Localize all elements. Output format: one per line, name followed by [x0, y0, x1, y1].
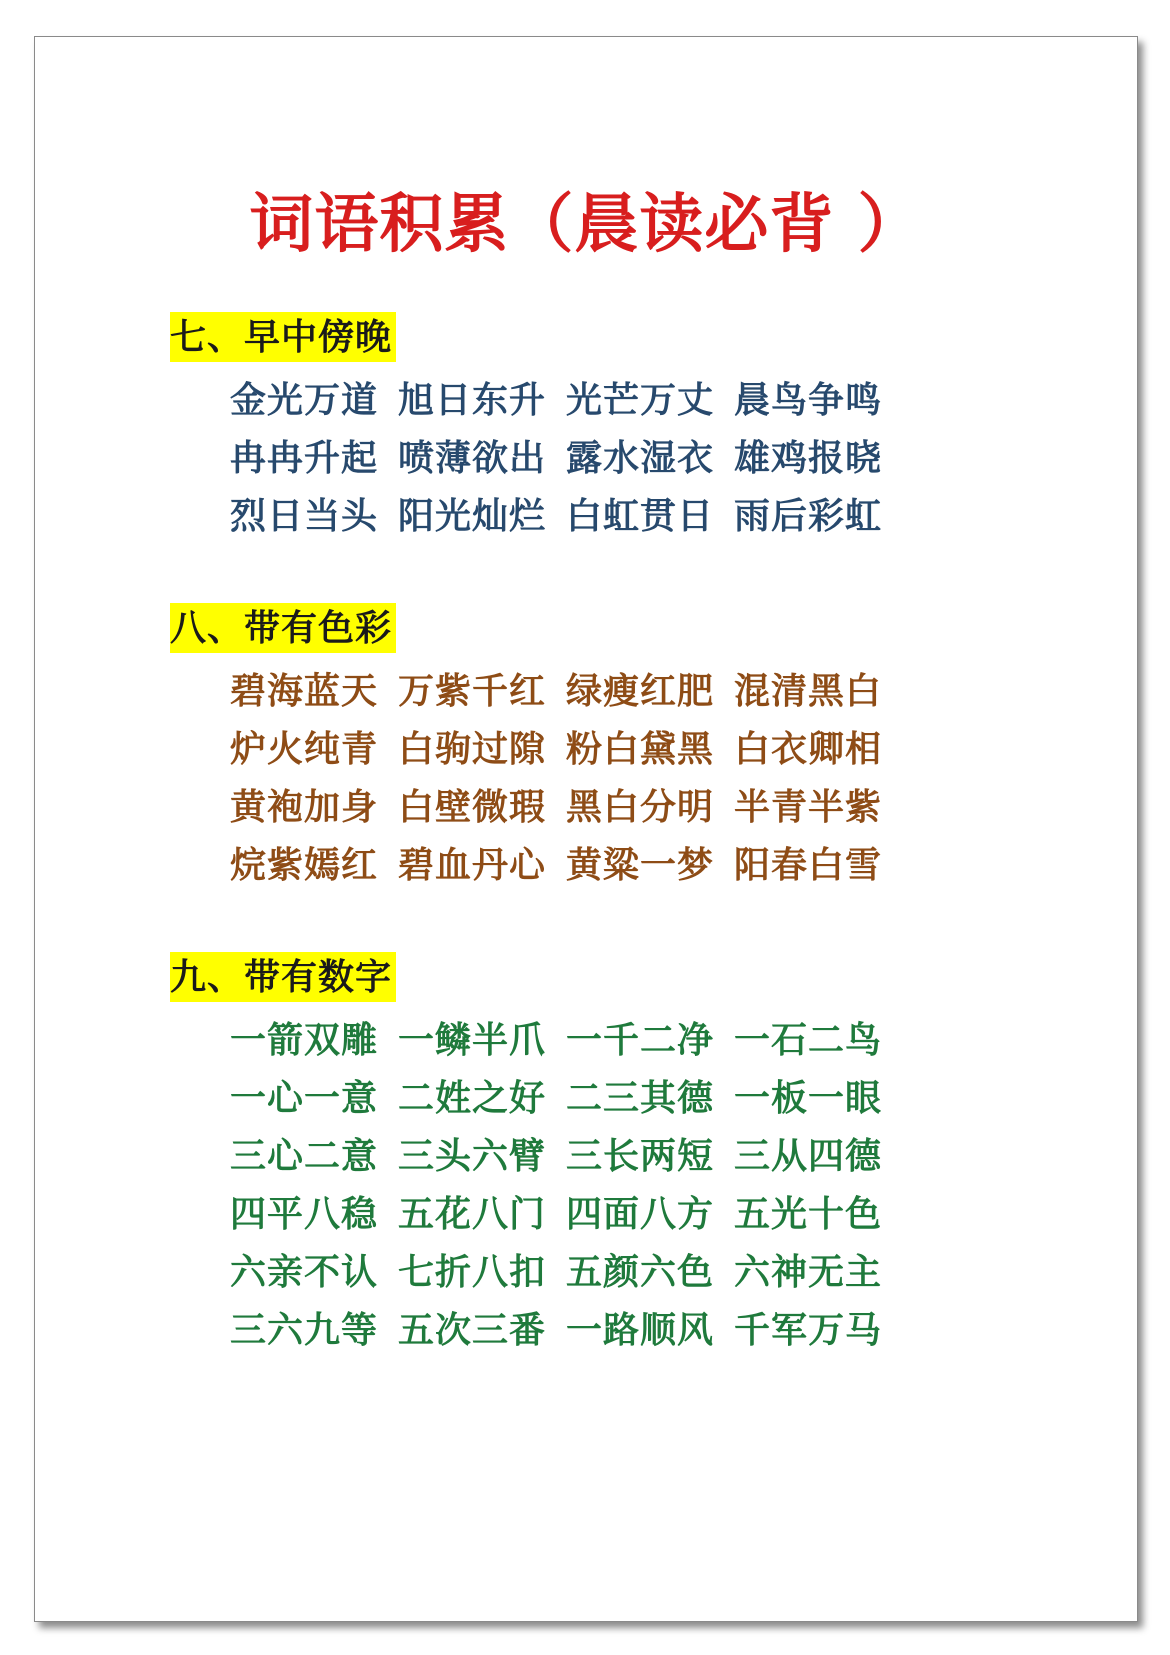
- phrase: 混清黑白: [734, 669, 883, 712]
- phrase: 三从四德: [734, 1134, 883, 1177]
- phrase: 一石二鸟: [734, 1018, 883, 1061]
- section-heading: 七、早中傍晚: [170, 312, 396, 362]
- phrase-row: [230, 717, 902, 775]
- phrase: 四平八稳: [230, 1192, 379, 1235]
- phrase-row: [230, 775, 902, 833]
- phrase: 五次三番: [398, 1308, 547, 1351]
- phrase: 一鳞半爪: [398, 1018, 547, 1061]
- phrase: 旭日东升: [398, 378, 547, 421]
- phrase: 晨鸟争鸣: [734, 378, 883, 421]
- phrase: 雨后彩虹: [734, 494, 883, 537]
- phrase: 三长两短: [566, 1134, 715, 1177]
- phrase: 五光十色: [734, 1192, 883, 1235]
- section-colors: [170, 603, 902, 891]
- phrase: 一心一意: [230, 1076, 379, 1119]
- phrase: 五花八门: [398, 1192, 547, 1235]
- phrase: 碧海蓝天: [230, 669, 379, 712]
- phrase: 六神无主: [734, 1250, 883, 1293]
- phrase: 六亲不认: [230, 1250, 379, 1293]
- phrase-row: [230, 833, 902, 891]
- phrase-row: [230, 368, 902, 426]
- phrase-row: [230, 1066, 902, 1124]
- phrase: 白衣卿相: [734, 727, 883, 770]
- phrase: 三六九等: [230, 1308, 379, 1351]
- phrase: 半青半紫: [734, 785, 883, 828]
- phrase: 黑白分明: [566, 785, 715, 828]
- phrase: 七折八扣: [398, 1250, 547, 1293]
- phrase: 雄鸡报晓: [734, 436, 883, 479]
- phrase-row: [230, 1182, 902, 1240]
- section-morning-evening: [170, 312, 902, 542]
- phrase: 五颜六色: [566, 1250, 715, 1293]
- page-title: 词语积累（晨读必背 ）: [249, 187, 923, 262]
- phrase: 粉白黛黑: [566, 727, 715, 770]
- phrase: 四面八方: [566, 1192, 715, 1235]
- phrase: 绿瘦红肥: [566, 669, 715, 712]
- phrase: 白虹贯日: [566, 494, 715, 537]
- phrase-row: [230, 1298, 902, 1356]
- phrase: 一板一眼: [734, 1076, 883, 1119]
- phrase: 三头六臂: [398, 1134, 547, 1177]
- phrase: 千军万马: [734, 1308, 883, 1351]
- phrase-row: [230, 1124, 902, 1182]
- section-heading: 九、带有数字: [170, 952, 396, 1002]
- phrase: 炉火纯青: [230, 727, 379, 770]
- phrase-row: [230, 659, 902, 717]
- section-heading: 八、带有色彩: [170, 603, 396, 653]
- phrase: 烷紫嫣红: [230, 843, 379, 886]
- phrase: 阳春白雪: [734, 843, 883, 886]
- phrase: 白驹过隙: [398, 727, 547, 770]
- phrase: 一千二净: [566, 1018, 715, 1061]
- phrase: 碧血丹心: [398, 843, 547, 886]
- phrase: 阳光灿烂: [398, 494, 547, 537]
- phrase: 一箭双雕: [230, 1018, 379, 1061]
- phrase: 冉冉升起: [230, 436, 379, 479]
- phrase-row: [230, 484, 902, 542]
- phrase: 万紫千红: [398, 669, 547, 712]
- phrase-row: [230, 426, 902, 484]
- phrase-row: [230, 1008, 902, 1066]
- phrase: 光芒万丈: [566, 378, 715, 421]
- phrase: 二三其德: [566, 1076, 715, 1119]
- phrase: 黄袍加身: [230, 785, 379, 828]
- phrase: 金光万道: [230, 378, 379, 421]
- phrase: 一路顺风: [566, 1308, 715, 1351]
- phrase: 烈日当头: [230, 494, 379, 537]
- phrase: 露水湿衣: [566, 436, 715, 479]
- phrase: 黄粱一梦: [566, 843, 715, 886]
- section-numbers: [170, 952, 902, 1356]
- phrase: 三心二意: [230, 1134, 379, 1177]
- phrase-row: [230, 1240, 902, 1298]
- phrase: 白壁微瑕: [398, 785, 547, 828]
- phrase: 喷薄欲出: [398, 436, 547, 479]
- phrase: 二姓之好: [398, 1076, 547, 1119]
